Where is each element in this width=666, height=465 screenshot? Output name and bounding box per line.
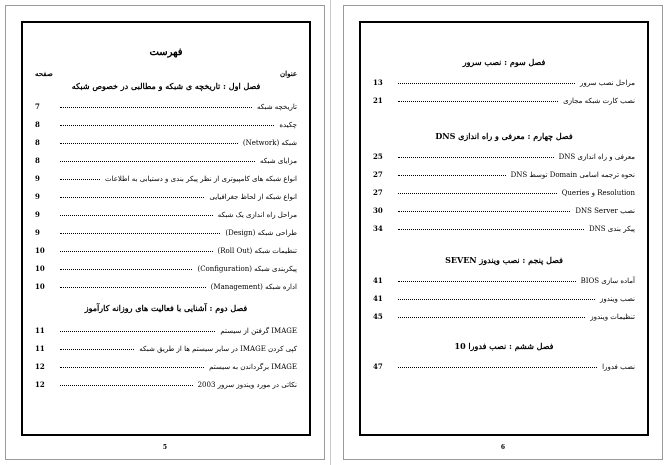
chapter-heading: فصل اول : تاريخچه ی شبکه و مطالبی در خصوص شبکه [71, 81, 261, 91]
toc-entry-page: 34 [373, 224, 383, 233]
toc-entry-text: تنظيمات شبکه (Roll Out) [217, 247, 297, 255]
toc-entry[interactable] [35, 375, 297, 389]
toc-entry-text: Resolution و Queries [561, 189, 635, 197]
toc-entry-text: اداره شبکه (Management) [210, 283, 297, 291]
toc-entry-page: 41 [373, 276, 383, 285]
leader-dots [60, 233, 220, 234]
leader-dots [398, 175, 506, 176]
toc-entry-page: 8 [35, 156, 40, 165]
toc-entry-page: 25 [373, 152, 383, 161]
toc-entry[interactable] [373, 219, 635, 233]
toc-entry-text: مراحل راه اندازی يک شبکه [217, 211, 297, 219]
toc-entry-page: 9 [35, 210, 40, 219]
toc-entry[interactable] [35, 321, 297, 335]
leader-dots [60, 269, 192, 270]
toc-entry-text: کپی کردن IMAGE در ساير سيستم ها از طريق شبکه [139, 345, 297, 353]
toc-entry[interactable] [373, 183, 635, 197]
toc-entry-text: نکاتی در مورد ويندوز سرور 2003 [197, 381, 297, 389]
toc-entry[interactable] [35, 97, 297, 111]
toc-entry[interactable] [35, 277, 297, 291]
leader-dots [398, 83, 575, 84]
toc-entry-text: معرفی و راه اندازی DNS [558, 153, 635, 161]
toc-entry-page: 12 [35, 362, 45, 371]
leader-dots [398, 299, 595, 300]
leader-dots [60, 161, 255, 162]
toc-entry-page: 45 [373, 312, 383, 321]
leader-dots [398, 211, 570, 212]
toc-entry[interactable] [35, 151, 297, 165]
toc-entry-text: پيکر بندی DNS [589, 225, 635, 233]
toc-entry-text: IMAGE گرفتن از سيستم [220, 327, 297, 335]
toc-entry-text: مزايای شبکه [260, 157, 297, 165]
leader-dots [60, 125, 274, 126]
toc-entry-page: 47 [373, 362, 383, 371]
page-border-frame [359, 21, 649, 436]
toc-entry-text: IMAGE برگرداندن به سيستم [209, 363, 297, 371]
toc-entry[interactable] [373, 271, 635, 285]
toc-entry[interactable] [35, 187, 297, 201]
leader-dots [398, 281, 576, 282]
toc-header-subject: عنوان [280, 69, 297, 78]
toc-title: فهرست [149, 47, 183, 58]
toc-entry[interactable] [35, 339, 297, 353]
leader-dots [60, 385, 193, 386]
toc-entry[interactable] [35, 205, 297, 219]
leader-dots [398, 317, 585, 318]
toc-entry-text: نصب کارت شبکه مجازی [563, 97, 635, 105]
toc-entry[interactable] [373, 201, 635, 215]
leader-dots [60, 215, 213, 216]
toc-entry[interactable] [373, 147, 635, 161]
toc-entry-page: 13 [373, 78, 383, 87]
toc-entry[interactable] [35, 115, 297, 129]
toc-entry[interactable] [35, 169, 297, 183]
page-separator [330, 0, 331, 465]
toc-entry[interactable] [373, 357, 635, 371]
leader-dots [398, 229, 584, 230]
toc-entry-text: شبکه (Network) [242, 139, 297, 147]
page-number: 5 [162, 444, 168, 451]
leader-dots [60, 349, 134, 350]
toc-entry[interactable] [373, 165, 635, 179]
leader-dots [398, 157, 554, 158]
toc-entry-page: 27 [373, 188, 383, 197]
toc-entry[interactable] [35, 241, 297, 255]
chapter-heading: فصل پنجم : نصب ويندوز SEVEN [445, 255, 563, 265]
page-border-frame [21, 21, 311, 436]
toc-entry-text: انواع شبکه از لحاظ جغرافيايی [209, 193, 297, 201]
toc-entry-page: 30 [373, 206, 383, 215]
toc-entry-text: طراحی شبکه (Design) [225, 229, 297, 237]
toc-entry[interactable] [35, 133, 297, 147]
toc-entry[interactable] [373, 91, 635, 105]
toc-entry-page: 21 [373, 96, 383, 105]
toc-entry-page: 12 [35, 380, 45, 389]
toc-entry-text: تنظيمات ويندوز [590, 313, 635, 321]
leader-dots [60, 367, 204, 368]
toc-entry-text: نصب ويندوز [600, 295, 635, 303]
leader-dots [60, 251, 213, 252]
leader-dots [60, 197, 204, 198]
document-page-left [5, 5, 325, 460]
leader-dots [398, 193, 557, 194]
leader-dots [398, 101, 558, 102]
leader-dots [60, 107, 252, 108]
page-number: 6 [500, 444, 506, 451]
leader-dots [398, 367, 597, 368]
toc-entry-page: 10 [35, 264, 45, 273]
chapter-heading: فصل دوم : آشنايی با فعاليت های روزانه کارآموز [84, 303, 248, 313]
toc-entry-page: 10 [35, 282, 45, 291]
toc-entry-text: چکيده [279, 121, 297, 129]
leader-dots [60, 143, 238, 144]
toc-entry-text: آماده سازی BIOS [580, 277, 635, 285]
chapter-heading: فصل ششم : نصب فدورا 10 [454, 341, 554, 351]
chapter-heading: فصل سوم : نصب سرور [462, 57, 546, 67]
toc-entry[interactable] [35, 357, 297, 371]
document-page-right [343, 5, 663, 460]
toc-entry-page: 8 [35, 120, 40, 129]
toc-entry-text: انواع شبکه های کامپيوتری از نظر پيکر بندی و دستيابی به اطلاعات [104, 175, 297, 183]
toc-entry-page: 11 [35, 326, 45, 335]
toc-entry-text: نصب فدورا [602, 363, 635, 371]
toc-entry-page: 10 [35, 246, 45, 255]
toc-entry-text: نحوه ترجمه اسامی Domain توسط DNS [510, 171, 635, 179]
toc-entry[interactable] [373, 73, 635, 87]
toc-entry-page: 8 [35, 138, 40, 147]
toc-entry-page: 9 [35, 228, 40, 237]
leader-dots [60, 179, 100, 180]
toc-entry[interactable] [373, 289, 635, 303]
leader-dots [60, 331, 215, 332]
toc-entry-page: 9 [35, 192, 40, 201]
toc-entry-page: 7 [35, 102, 40, 111]
toc-entry-text: نصب DNS Server [575, 207, 635, 215]
chapter-heading: فصل چهارم : معرفی و راه اندازی DNS [435, 131, 573, 141]
toc-entry-page: 27 [373, 170, 383, 179]
toc-entry-page: 11 [35, 344, 45, 353]
toc-header-page: صفحه [35, 69, 53, 78]
toc-entry[interactable] [373, 307, 635, 321]
toc-entry-page: 9 [35, 174, 40, 183]
toc-entry[interactable] [35, 223, 297, 237]
toc-entry-text: تاريخچه شبکه [256, 103, 297, 111]
toc-entry-text: پيکربندی شبکه (Configuration) [197, 265, 297, 273]
toc-entry-page: 41 [373, 294, 383, 303]
toc-entry-text: مراحل نصب سرور [579, 79, 635, 87]
toc-entry[interactable] [35, 259, 297, 273]
leader-dots [60, 287, 206, 288]
